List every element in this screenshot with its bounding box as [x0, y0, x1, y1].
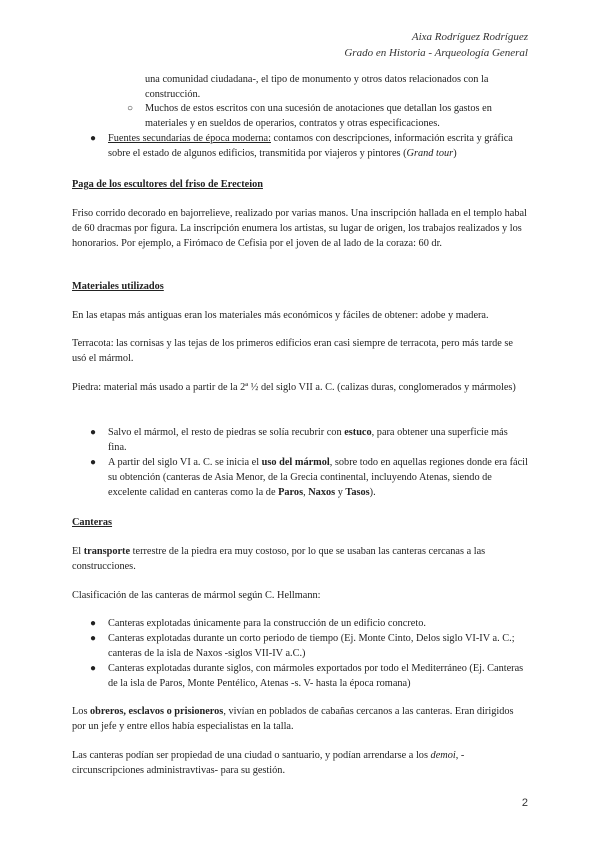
paragraph-clasificacion: Clasificación de las canteras de mármol según C. Hellmann: [72, 590, 321, 601]
bullet-item-estuco: Salvo el mármol, el resto de piedras se solía recubrir con estuco, para obtener una superficie más fina. [108, 427, 508, 453]
paragraph-obreros: Los obreros, esclavos o prisioneros, vivían en poblados de cabañas cercanos a las canteras. Eran dirigidos por un jefe y entre ellos había especialistas en la talla. [72, 706, 514, 732]
paragraph-propiedad: Las canteras podían ser propiedad de una ciudad o santuario, y podían arrendarse a los demoi, -circunscripciones administravtivas- para su gestión. [72, 750, 465, 776]
bullet-icon: ● [90, 663, 97, 674]
continued-text: una comunidad ciudadana-, el tipo de monumento y otros datos relacionados con la construcción. [145, 74, 489, 100]
bullet-icon: ● [90, 618, 97, 629]
sub-bullet-item: Muchos de estos escritos con una sucesión de anotaciones que detallan los gastos en materiales y en sueldos de operarios, contratos y otras especificaciones. [145, 103, 492, 129]
header-author: Aixa Rodríguez Rodríguez [411, 31, 528, 43]
circle-bullet-icon: ○ [127, 103, 134, 114]
page-header [344, 29, 528, 61]
bullet-icon: ● [90, 457, 97, 468]
paragraph-materiales-1: En las etapas más antiguas eran los materiales más económicos y fáciles de obtener: adobe y madera. [72, 310, 489, 321]
section-heading-materiales: Materiales utilizados [72, 281, 164, 292]
page-number: 2 [521, 797, 528, 809]
secondary-sources-label: Fuentes secundarias de época moderna: [108, 133, 271, 144]
list-item: Canteras explotadas durante un corto periodo de tiempo (Ej. Monte Cinto, Delos siglo VI-IV a. C.; canteras de la isla de Naxos -siglos VII-IV a.C.) [108, 633, 515, 659]
header-course: Grado en Historia - Arqueología General [344, 47, 528, 59]
bullet-icon: ● [90, 427, 97, 438]
list-item: Canteras explotadas únicamente para la construcción de un edificio concreto. [108, 618, 426, 629]
paragraph-terracota: Terracota: las cornisas y las tejas de los primeros edificios eran casi siempre de terracota, pero más tarde se usó el mármol. [72, 338, 514, 364]
paragraph-piedra: Piedra: material más usado a partir de la 2ª ½ del siglo VII a. C. (calizas duras, conglomerados y mármoles) [72, 382, 516, 393]
section-heading-paga: Paga de los escultores del friso de Erecteion [72, 179, 263, 190]
paragraph-transporte: El transporte terrestre de la piedra era muy costoso, por lo que se usaban las canteras cercanas a las construcciones. [72, 546, 486, 572]
bullet-icon: ● [90, 133, 97, 144]
section-heading-canteras: Canteras [72, 517, 113, 528]
bullet-icon: ● [90, 633, 97, 644]
list-item: Canteras explotadas durante siglos, con mármoles exportados por todo el Mediterráneo (Ej. Canteras de la isla de Paros, Monte Pentélico, Atenas -s. V- hasta la época romana) [108, 663, 524, 689]
paragraph-paga: Friso corrido decorado en bajorrelieve, realizado por varias manos. Una inscripción hallada en el templo habal de 60 dracmas por figura. La inscripción enumera los artistas, su lugar de origen, los trabajos realizados y los honorarios. Por ejemplo, a Firómaco de Cefisia por el joven de al lado de la coraza: 60 dr. [72, 208, 527, 249]
bullet-item-marmol: A partir del siglo VI a. C. se inicia el uso del mármol, sobre todo en aquellas regiones donde era fácil su obtención (canteras de Asia Menor, de la Grecia continental, incluyendo Atenas, siendo de excelente calidad en canteras como la de Paros, Naxos y Tasos). [108, 457, 528, 498]
bullet-item-secondary-sources: Fuentes secundarias de época moderna: contamos con descripciones, información escrita y gráfica sobre el estado de algunos edificios, transmitida por viajeros y pintores (Grand tour) [108, 133, 513, 159]
